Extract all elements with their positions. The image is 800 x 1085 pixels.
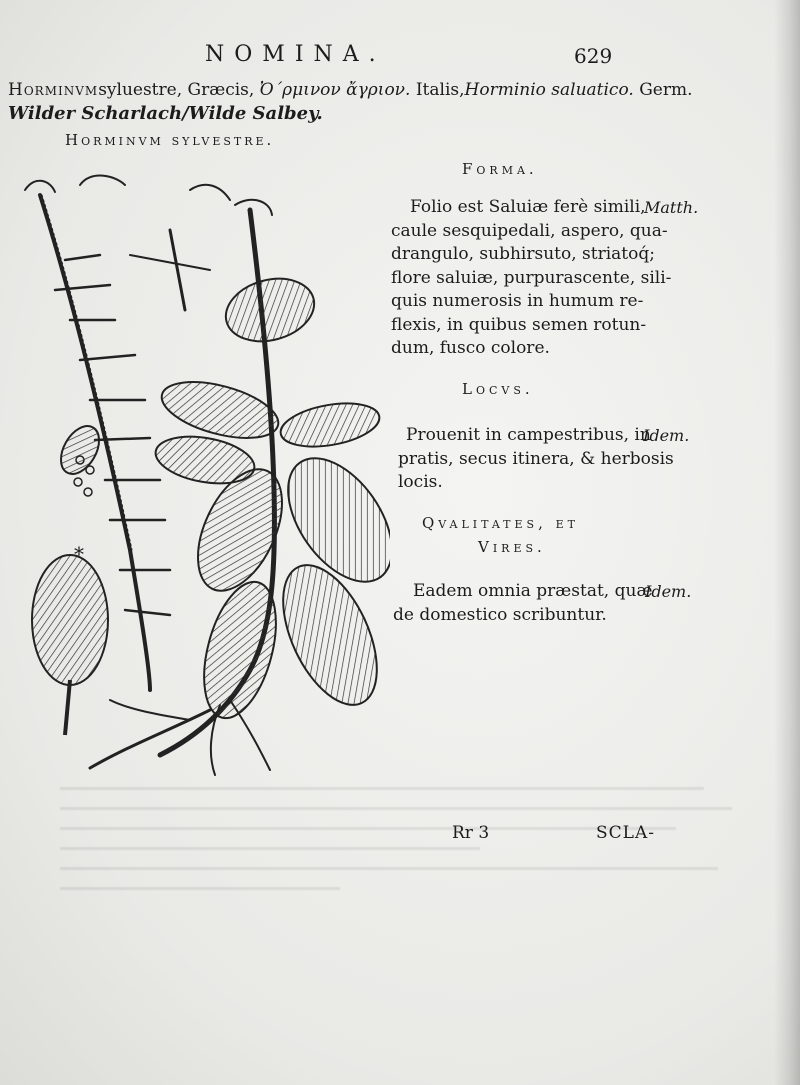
signature-mark: Rr 3 (452, 823, 490, 843)
margin-note-idem: Idem. (643, 426, 690, 445)
greek-name: Ὀ΄ρμινον ἄγριον. (259, 80, 411, 100)
running-head: NOMINA. (205, 42, 386, 67)
german-label: Germ. (633, 80, 693, 100)
text-line: Folio est Saluiæ ferè simili, (410, 197, 646, 217)
text-line: caule sesquipedali, aspero, qua- (391, 220, 668, 241)
plant-woodcut-illustration (10, 170, 390, 780)
text-line: drangulo, subhirsuto, striatoq́; (391, 244, 655, 264)
section-title-locus: Locvs. (462, 380, 534, 398)
section-title-vires: Vires. (478, 538, 546, 556)
latin-name: Horminvm (8, 80, 99, 100)
margin-note-idem: Idem. (645, 582, 692, 601)
text-line: flexis, in quibus semen rotun- (391, 314, 647, 335)
show-through-text (60, 770, 760, 970)
qualitates-text (393, 580, 653, 627)
plant-caption: Horminvm sylvestre. (65, 131, 275, 149)
german-name: Wilder Scharlach/Wilde Salbey. (8, 103, 323, 124)
text-line: locis. (398, 472, 443, 492)
margin-note-matth: Matth. (644, 198, 699, 217)
text-line: quis numerosis in humum re- (391, 291, 644, 311)
catchword: SCLA- (596, 823, 655, 843)
section-title-qualitates: Qvalitates, et (422, 514, 579, 532)
italian-name: Horminio saluatico. (464, 80, 634, 100)
page-number: 629 (574, 44, 613, 68)
text-line: pratis, secus itinera, & herbosis (398, 448, 674, 469)
text-line: flore saluiæ, purpurascente, sili- (391, 267, 672, 288)
forma-text (391, 196, 671, 361)
section-title-forma: Forma. (462, 160, 538, 178)
page-edge-shadow (774, 0, 800, 1085)
text-line: de domestico scribuntur. (393, 604, 607, 625)
text-line: dum, fusco colore. (391, 338, 550, 358)
italian-label: Italis, (410, 80, 465, 100)
latin-text: syluestre, Græcis, (98, 80, 260, 100)
names-line-1 (8, 80, 798, 100)
text-line: Eadem omnia præstat, quæ (413, 581, 653, 601)
figure-mark: * (74, 542, 84, 566)
text-line: Prouenit in campestribus, in (406, 425, 651, 445)
locus-text (398, 424, 674, 495)
